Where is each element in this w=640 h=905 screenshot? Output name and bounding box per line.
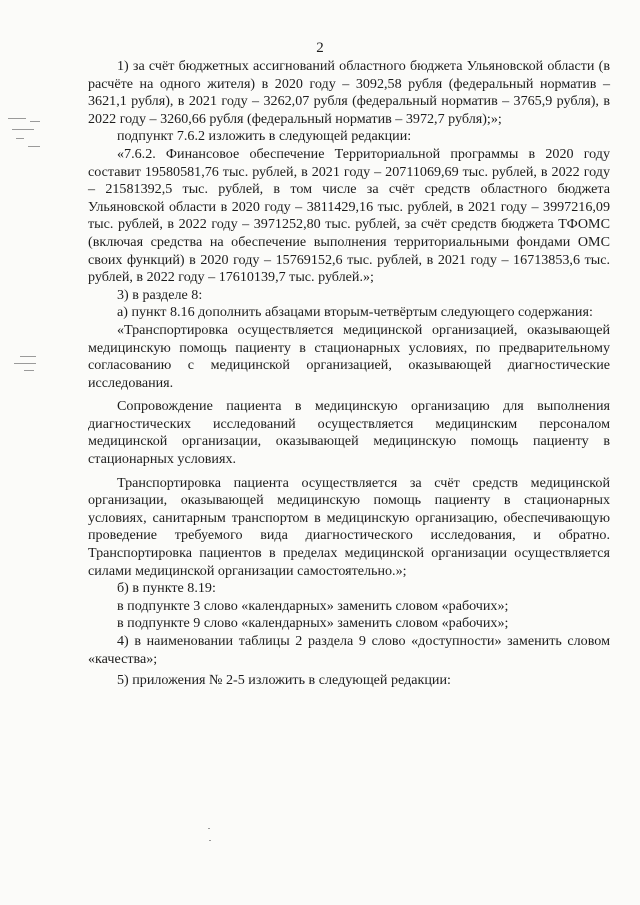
paragraph-appendices: 5) приложения № 2-5 изложить в следующей редакции: bbox=[117, 672, 451, 689]
paragraph-table-2: 4) в наименовании таблицы 2 раздела 9 слово «доступности» заменить словом «качества»; bbox=[88, 633, 610, 667]
paragraph-8-16: а) пункт 8.16 дополнить абзацами вторым-четвёртым следующего содержания: bbox=[117, 304, 593, 321]
paragraph-subpoint-9: в подпункте 9 слово «календарных» заменить словом «рабочих»; bbox=[117, 615, 509, 632]
paragraph-transport-3: Транспортировка пациента осуществляется за счёт средств медицинской организации, оказывающей медицинскую помощь пациенту в стационарных условиях, санитарным транспортом в медицинскую организацию, обеспечивающую проведение требуемого вида диагностического исследования, и обратно. Транспортировка пациентов в пределах медицинской организации осуществляется силами медицинской организации самостоятельно.»; bbox=[88, 474, 610, 579]
paragraph-transport-2: Сопровождение пациента в медицинскую организацию для выполнения диагностических исследований осуществляется медицинским персоналом медицинской организации, оказывающей медицинскую помощь пациенту в стационарных условиях. bbox=[88, 398, 610, 468]
paragraph-section-8: 3) в разделе 8: bbox=[117, 286, 203, 303]
document-body bbox=[88, 58, 610, 690]
page-number: 2 bbox=[316, 40, 324, 56]
paragraph-7-6-2: «7.6.2. Финансовое обеспечение Территориальной программы в 2020 году составит 19580581,76 тыс. рублей, в 2021 году – 20711069,69 тыс. рублей, в 2022 году – 21581392,5 тыс. рублей, в том числе за счёт средств областного бюджета Ульяновской области в 2020 году – 3811429,16 тыс. рублей, в 2021 году – 3997216,09 тыс. рублей, в 2022 году – 3971252,80 тыс. рублей, за счёт средств бюджета ТФОМС (включая средства на обеспечение выполнения территориальными фондами ОМС своих функций) в 2020 году – 15769152,6 тыс. рублей, в 2021 году – 16713853,6 тыс. рублей, в 2022 году – 17610139,7 тыс. рублей.»; bbox=[88, 145, 610, 286]
paragraph-subpoint-3: в подпункте 3 слово «календарных» заменить словом «рабочих»; bbox=[117, 597, 509, 614]
paragraph-subpoint-intro: подпункт 7.6.2 изложить в следующей редакции: bbox=[117, 128, 412, 145]
paragraph-transport-1: «Транспортировка осуществляется медицинской организацией, оказывающей медицинскую помощь пациенту в стационарных условиях, по предварительному согласованию с медицинской организацией, оказывающей диагностические исследования. bbox=[88, 321, 610, 391]
paragraph-8-19: б) в пункте 8.19: bbox=[117, 580, 216, 597]
paragraph-financing-per-capita: 1) за счёт бюджетных ассигнований областного бюджета Ульяновской области (в расчёте на одного жителя) в 2020 году – 3092,58 рубля (федеральный норматив – 3621,1 рубля), в 2021 году – 3262,07 рубля (федеральный норматив – 3765,9 рубля), в 2022 году – 3260,66 рубля (федеральный норматив – 3972,7 рубля);»; bbox=[88, 58, 610, 127]
